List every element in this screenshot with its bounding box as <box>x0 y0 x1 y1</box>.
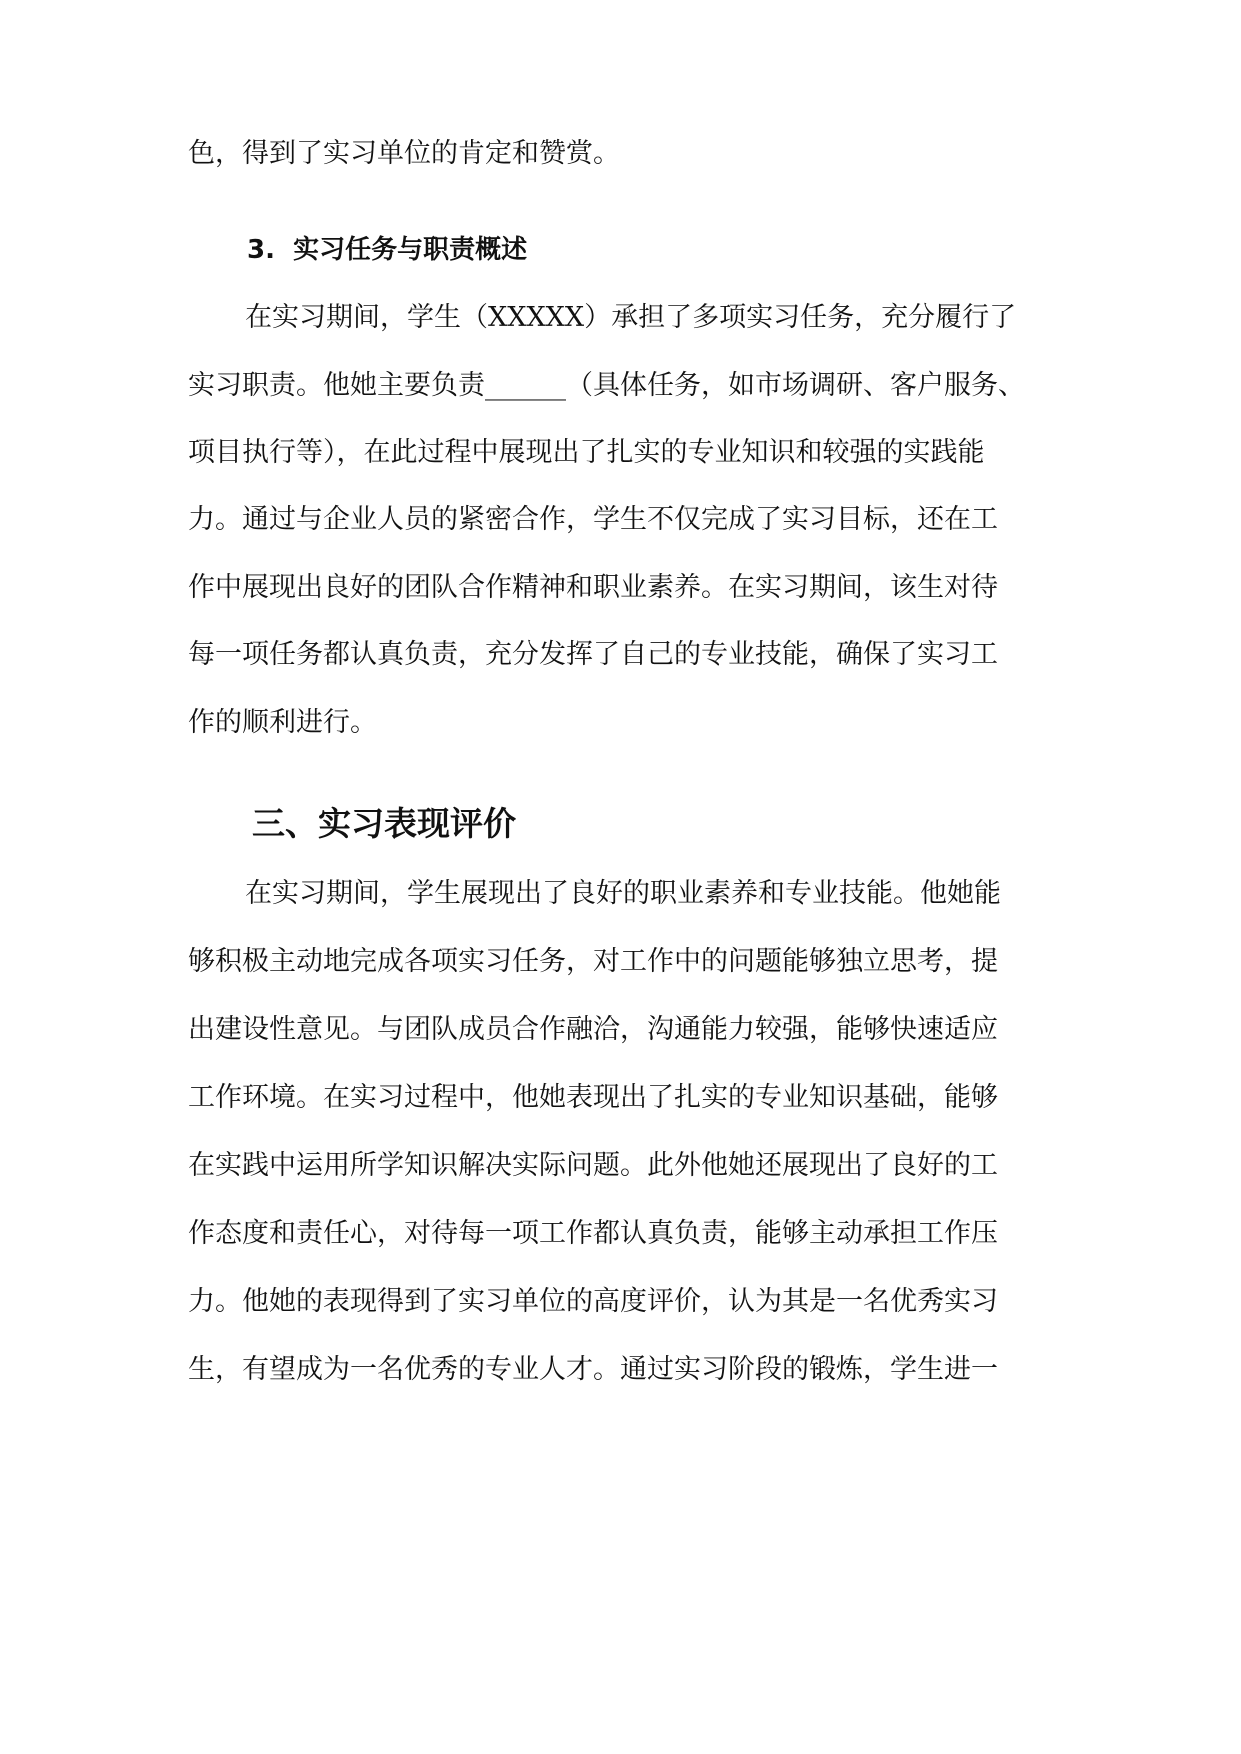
paragraph-line: 够积极主动地完成各项实习任务，对工作中的问题能够独立思考，提 <box>188 946 998 977</box>
paragraph-line: 在实习期间，学生（XXXXX）承担了多项实习任务，充分履行了 <box>245 302 1017 333</box>
paragraph-line: 力。他她的表现得到了实习单位的高度评价，认为其是一名优秀实习 <box>188 1286 998 1317</box>
paragraph-line: 在实习期间，学生展现出了良好的职业素养和专业技能。他她能 <box>245 878 1001 909</box>
paragraph-line: 作态度和责任心，对待每一项工作都认真负责，能够主动承担工作压 <box>188 1218 998 1249</box>
paragraph-line: 出建设性意见。与团队成员合作融洽，沟通能力较强，能够快速适应 <box>188 1014 998 1045</box>
paragraph-line: 在实践中运用所学知识解决实际问题。此外他她还展现出了良好的工 <box>188 1150 998 1181</box>
paragraph-line: 生，有望成为一名优秀的专业人才。通过实习阶段的锻炼，学生进一 <box>188 1354 998 1385</box>
paragraph-line: 每一项任务都认真负责，充分发挥了自己的专业技能，确保了实习工 <box>188 639 998 670</box>
paragraph-line: 项目执行等），在此过程中展现出了扎实的专业知识和较强的实践能 <box>188 437 985 468</box>
paragraph-line: 力。通过与企业人员的紧密合作，学生不仅完成了实习目标，还在工 <box>188 504 998 535</box>
paragraph-line: 实习职责。他她主要负责______（具体任务，如市场调研、客户服务、 <box>188 370 1025 401</box>
subsection-heading: 3. 实习任务与职责概述 <box>247 235 528 265</box>
paragraph-line: 色，得到了实习单位的肯定和赞赏。 <box>188 138 620 169</box>
section-heading: 三、实习表现评价 <box>252 804 516 843</box>
paragraph-line: 工作环境。在实习过程中，他她表现出了扎实的专业知识基础，能够 <box>188 1082 998 1113</box>
paragraph-line: 作的顺利进行。 <box>188 707 377 738</box>
paragraph-line: 作中展现出良好的团队合作精神和职业素养。在实习期间，该生对待 <box>188 572 998 603</box>
